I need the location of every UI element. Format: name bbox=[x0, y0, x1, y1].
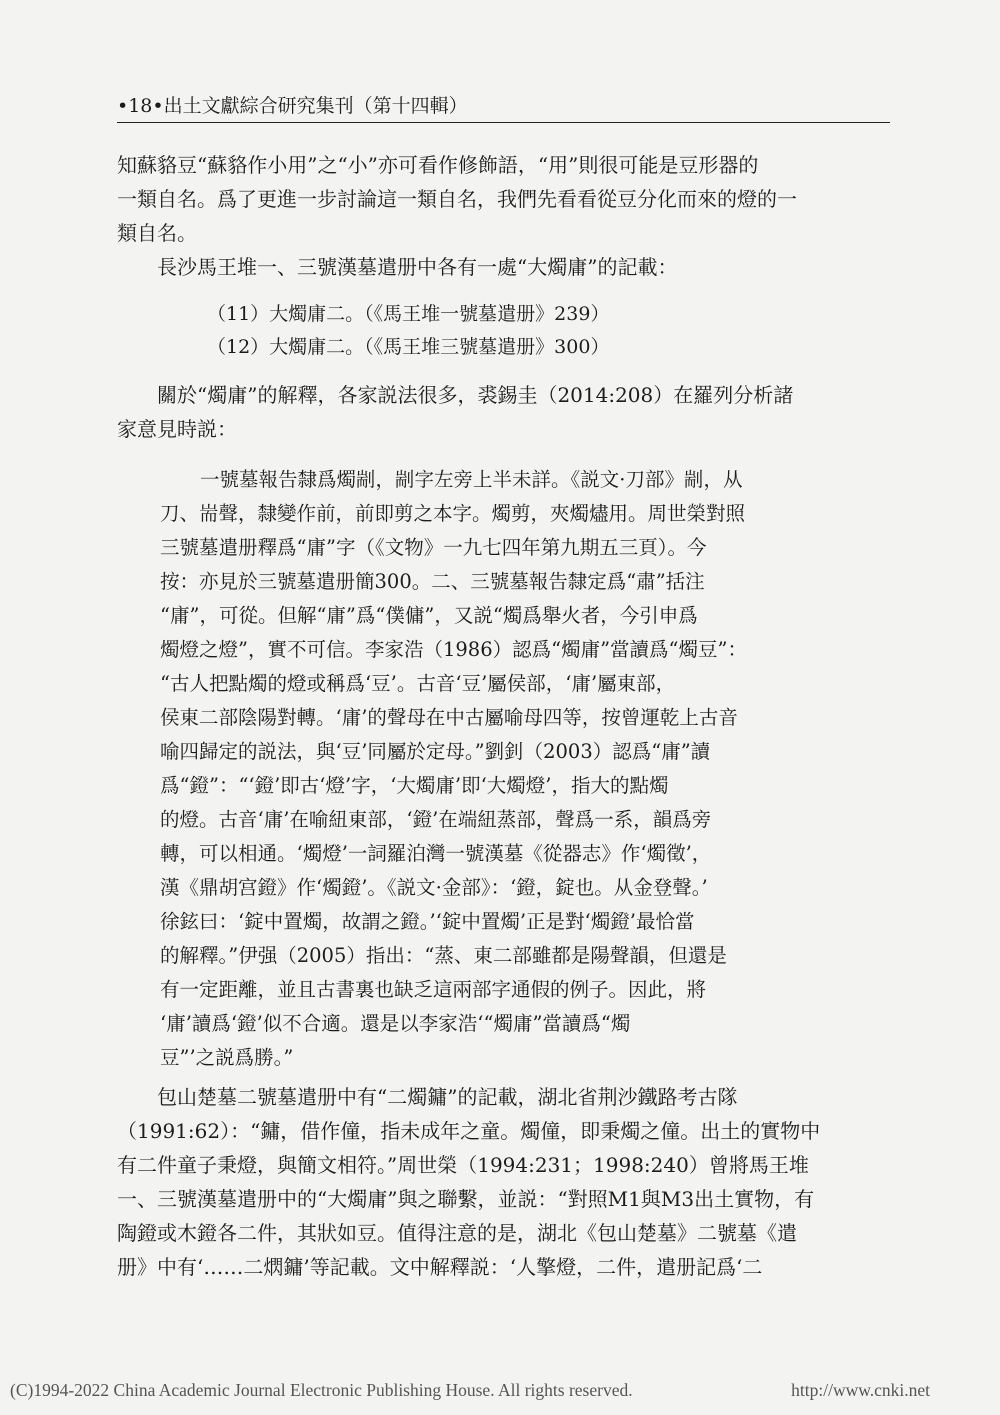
quote-line-6: 燭燈之燈”，實不可信。李家浩（1986）認爲“燭庸”當讀爲“燭豆”： bbox=[160, 638, 747, 661]
para1-line-2: 一類自名。爲了更進一步討論這一類自名，我們先看看從豆分化而來的燈的一 bbox=[117, 187, 797, 211]
quote-line-3: 三號墓遣册釋爲“庸”字（《文物》一九七四年第九期五三頁）。今 bbox=[160, 536, 707, 559]
quote-line-2: 刀、耑聲，隸變作前，前即剪之本字。燭剪，夾燭燼用。周世榮對照 bbox=[160, 502, 746, 525]
header-rule bbox=[117, 122, 890, 123]
para3-line-1: 關於“燭庸”的解釋，各家説法很多，裘錫圭（2014:208）在羅列分析諸 bbox=[157, 383, 794, 407]
para4-line-1: 包山楚墓二號墓遣册中有“二燭鏞”的記載，湖北省荆沙鐵路考古隊 bbox=[157, 1085, 738, 1109]
quote-line-10: 爲“鐙”：“‘鐙’即古‘燈’字，‘大燭庸’即‘大燭燈’，指大的點燭 bbox=[160, 774, 669, 797]
page-footer bbox=[0, 1380, 1000, 1408]
quote-line-5: “庸”，可從。但解“庸”爲“僕傭”，又説“燭爲舉火者，今引申爲 bbox=[160, 604, 698, 627]
running-header: •18•出土文獻綜合研究集刊（第十四輯） bbox=[117, 95, 468, 117]
quote-line-14: 徐鉉曰：‘錠中置燭，故謂之鐙。’‘錠中置燭’正是對‘燭鐙’最恰當 bbox=[160, 910, 695, 933]
quote-line-13: 漢《鼎胡宫鐙》作‘燭鐙’。《説文·金部》：‘鐙，錠也。从金登聲。’ bbox=[160, 876, 708, 899]
quote-line-8: 侯東二部陰陽對轉。‘庸’的聲母在中古屬喻母四等，按曾運乾上古音 bbox=[160, 706, 738, 729]
para1-line-1: 知蘇貉豆“蘇貉作小用”之“小”亦可看作修飾語，“用”則很可能是豆形器的 bbox=[117, 153, 759, 177]
quote-line-1: 一號墓報告隸爲燭剬，剬字左旁上半未詳。《説文·刀部》剬，从 bbox=[200, 468, 743, 491]
para4-line-6: 册》中有‘……二熌鏞’等記載。文中解釋説：‘人擎燈，二件，遣册記爲‘二 bbox=[117, 1255, 763, 1279]
para4-line-3: 有二件童子秉燈，與簡文相符。”周世榮（1994:231；1998:240）曾將馬王堆 bbox=[117, 1153, 809, 1177]
quote-line-16: 有一定距離，並且古書裏也缺乏這兩部字通假的例子。因此，將 bbox=[160, 978, 707, 1001]
quote-line-15: 的解釋。”伊强（2005）指出：“蒸、東二部雖都是陽聲韻，但還是 bbox=[160, 944, 727, 967]
quote-line-7: “古人把點燭的燈或稱爲‘豆’。古音‘豆’屬侯部，‘庸’屬東部， bbox=[160, 672, 676, 695]
para4-line-2: （1991:62）：“鏞，借作僮，指未成年之童。燭僮，即秉燭之僮。出土的實物中 bbox=[117, 1119, 821, 1143]
quote-line-12: 轉，可以相通。‘燭燈’一詞羅泊灣一號漢墓《從器志》作‘燭徵’， bbox=[160, 842, 712, 865]
example-12: （12）大燭庸二。（《馬王堆三號墓遣册》300） bbox=[207, 336, 610, 358]
quote-line-18: 豆”’之説爲勝。” bbox=[160, 1046, 294, 1069]
copyright-notice: (C)1994-2022 China Academic Journal Electronic Publishing House. All rights reserved. bbox=[10, 1380, 633, 1400]
para4-line-4: 一、三號漢墓遣册中的“大燭庸”與之聯繫，並説：“對照M1與M3出土實物，有 bbox=[117, 1187, 815, 1211]
para3-line-2: 家意見時説： bbox=[117, 417, 237, 441]
quote-line-17: ‘庸’讀爲‘鐙’似不合適。還是以李家浩‘“燭庸”當讀爲“燭 bbox=[160, 1012, 631, 1035]
para4-line-5: 陶鐙或木鐙各二件，其狀如豆。值得注意的是，湖北《包山楚墓》二號墓《遣 bbox=[117, 1221, 797, 1245]
para2-line-1: 長沙馬王堆一、三號漢墓遣册中各有一處“大燭庸”的記載： bbox=[157, 255, 678, 279]
example-11: （11）大燭庸二。（《馬王堆一號墓遣册》239） bbox=[207, 303, 610, 325]
para1-line-3: 類自名。 bbox=[117, 221, 197, 245]
quote-line-9: 喻四歸定的説法，與‘豆’同屬於定母。”劉釗（2003）認爲“庸”讀 bbox=[160, 740, 711, 763]
quote-line-11: 的燈。古音‘庸’在喻紐東部，‘鐙’在端紐蒸部，聲爲一系，韻爲旁 bbox=[160, 808, 712, 831]
quote-line-4: 按：亦見於三號墓遣册簡300。二、三號墓報告隸定爲“肅”括注 bbox=[160, 570, 705, 593]
cnki-url[interactable]: http://www.cnki.net bbox=[791, 1380, 930, 1400]
